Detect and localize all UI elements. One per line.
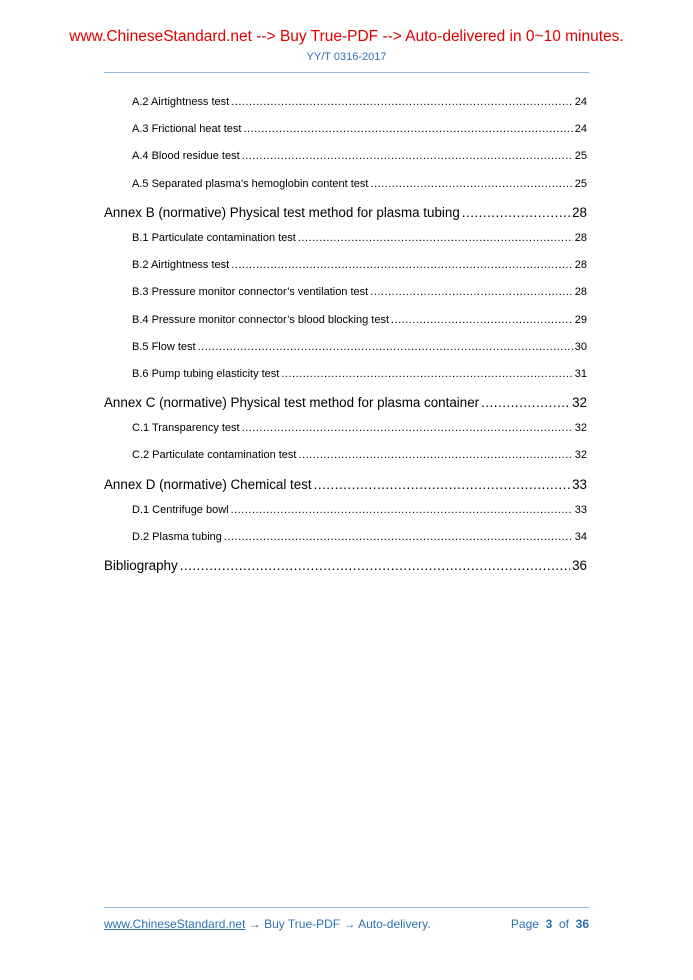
toc-entry-title: B.2 Airtightness test — [132, 259, 230, 272]
toc-leader-dots — [242, 146, 573, 166]
toc-entry-page: 28 — [572, 204, 587, 220]
toc-entry-page: 25 — [574, 150, 587, 163]
toc-leader-dots — [370, 174, 572, 194]
toc-entry-page: 28 — [574, 231, 587, 244]
toc-leader-dots — [391, 310, 573, 330]
toc-leader-dots — [231, 92, 573, 112]
toc-entry-page: 31 — [574, 367, 587, 380]
page-label: Page — [510, 917, 539, 931]
toc-entry[interactable] — [104, 201, 587, 228]
toc-entry-page: 30 — [574, 340, 587, 353]
toc-entry[interactable] — [104, 391, 587, 418]
toc-entry[interactable] — [104, 255, 587, 282]
toc-entry-title: Annex B (normative) Physical test method for plasma tubing — [104, 204, 460, 220]
toc-entry-title: Annex D (normative) Chemical test — [104, 476, 312, 492]
toc-entry-title: B.5 Flow test — [132, 340, 196, 353]
toc-entry[interactable] — [104, 119, 587, 146]
toc-entry[interactable] — [104, 310, 587, 337]
toc-entry-title: A.5 Separated plasma’s hemoglobin content test — [132, 177, 369, 190]
toc-entry-title: Bibliography — [104, 558, 178, 574]
toc-entry-title: B.3 Pressure monitor connector’s ventilation test — [132, 286, 369, 299]
toc-entry-title: B.4 Pressure monitor connector’s blood blocking test — [132, 313, 390, 326]
toc-entry[interactable] — [104, 228, 587, 255]
total-page-count: 36 — [575, 917, 589, 931]
document-number: YY/T 0316-2017 — [306, 51, 387, 63]
toc-entry-page: 32 — [572, 395, 587, 411]
toc-entry-title: B.6 Pump tubing elasticity test — [132, 367, 280, 380]
toc-entry-title: C.2 Particulate contamination test — [132, 449, 297, 462]
toc-entry-page: 34 — [574, 531, 587, 543]
toc-leader-dots — [198, 337, 573, 357]
footer-site-link[interactable]: www.ChineseStandard.net — [104, 917, 246, 931]
toc-entry-page: 28 — [574, 286, 587, 299]
toc-leader-dots — [314, 473, 570, 497]
toc-entry[interactable] — [104, 554, 587, 581]
toc-leader-dots — [298, 228, 573, 248]
toc-entry-title: C.1 Transparency test — [132, 422, 240, 435]
toc-entry-page: 32 — [574, 449, 587, 462]
toc-entry[interactable] — [104, 418, 587, 445]
toc-entry-title: A.4 Blood residue test — [132, 150, 240, 163]
toc-entry-page: 24 — [574, 96, 587, 108]
page-footer — [104, 917, 589, 931]
toc-entry-page: 25 — [574, 177, 587, 190]
toc-entry-title: A.3 Frictional heat test — [132, 123, 242, 136]
current-page-number: 3 — [545, 917, 553, 931]
table-of-contents — [104, 92, 587, 581]
toc-entry[interactable] — [104, 500, 587, 527]
toc-leader-dots — [298, 445, 572, 465]
toc-entry-page: 29 — [574, 313, 587, 326]
toc-leader-dots — [180, 554, 570, 578]
footer-promo — [104, 917, 431, 931]
page-of-label: of — [558, 917, 569, 931]
toc-entry[interactable] — [104, 146, 587, 173]
toc-entry-page: 33 — [572, 476, 587, 492]
toc-leader-dots — [242, 418, 573, 438]
toc-leader-dots — [462, 201, 570, 225]
toc-entry[interactable] — [104, 282, 587, 309]
promo-banner: www.ChineseStandard.net --> Buy True-PDF --> Auto-delivered in 0~10 minutes. — [69, 28, 624, 45]
toc-entry[interactable] — [104, 174, 587, 201]
toc-leader-dots — [281, 364, 572, 384]
toc-entry[interactable] — [104, 337, 587, 364]
toc-entry[interactable] — [104, 92, 587, 119]
toc-leader-dots — [231, 500, 573, 520]
toc-entry[interactable] — [104, 364, 587, 391]
toc-entry-title: Annex C (normative) Physical test method for plasma container — [104, 395, 480, 411]
toc-leader-dots — [481, 391, 570, 415]
toc-leader-dots — [231, 255, 573, 275]
toc-entry[interactable] — [104, 445, 587, 472]
toc-entry-title: D.1 Centrifuge bowl — [132, 503, 229, 516]
toc-leader-dots — [370, 282, 573, 302]
toc-leader-dots — [224, 527, 573, 547]
toc-entry-page: 24 — [574, 123, 587, 136]
toc-entry-page: 33 — [574, 503, 587, 516]
page-indicator — [511, 917, 589, 931]
toc-entry-title: D.2 Plasma tubing — [132, 531, 222, 543]
toc-leader-dots — [243, 119, 572, 139]
toc-entry[interactable] — [104, 473, 587, 500]
toc-entry-title: A.2 Airtightness test — [132, 96, 230, 108]
header-divider — [104, 72, 589, 73]
toc-entry[interactable] — [104, 527, 587, 554]
toc-entry-title: B.1 Particulate contamination test — [132, 231, 296, 244]
toc-entry-page: 36 — [572, 558, 587, 574]
footer-divider — [104, 907, 589, 908]
toc-entry-page: 32 — [574, 422, 587, 435]
footer-promo-text: → Buy True-PDF → Auto-delivery. — [245, 917, 431, 931]
toc-entry-page: 28 — [574, 259, 587, 272]
